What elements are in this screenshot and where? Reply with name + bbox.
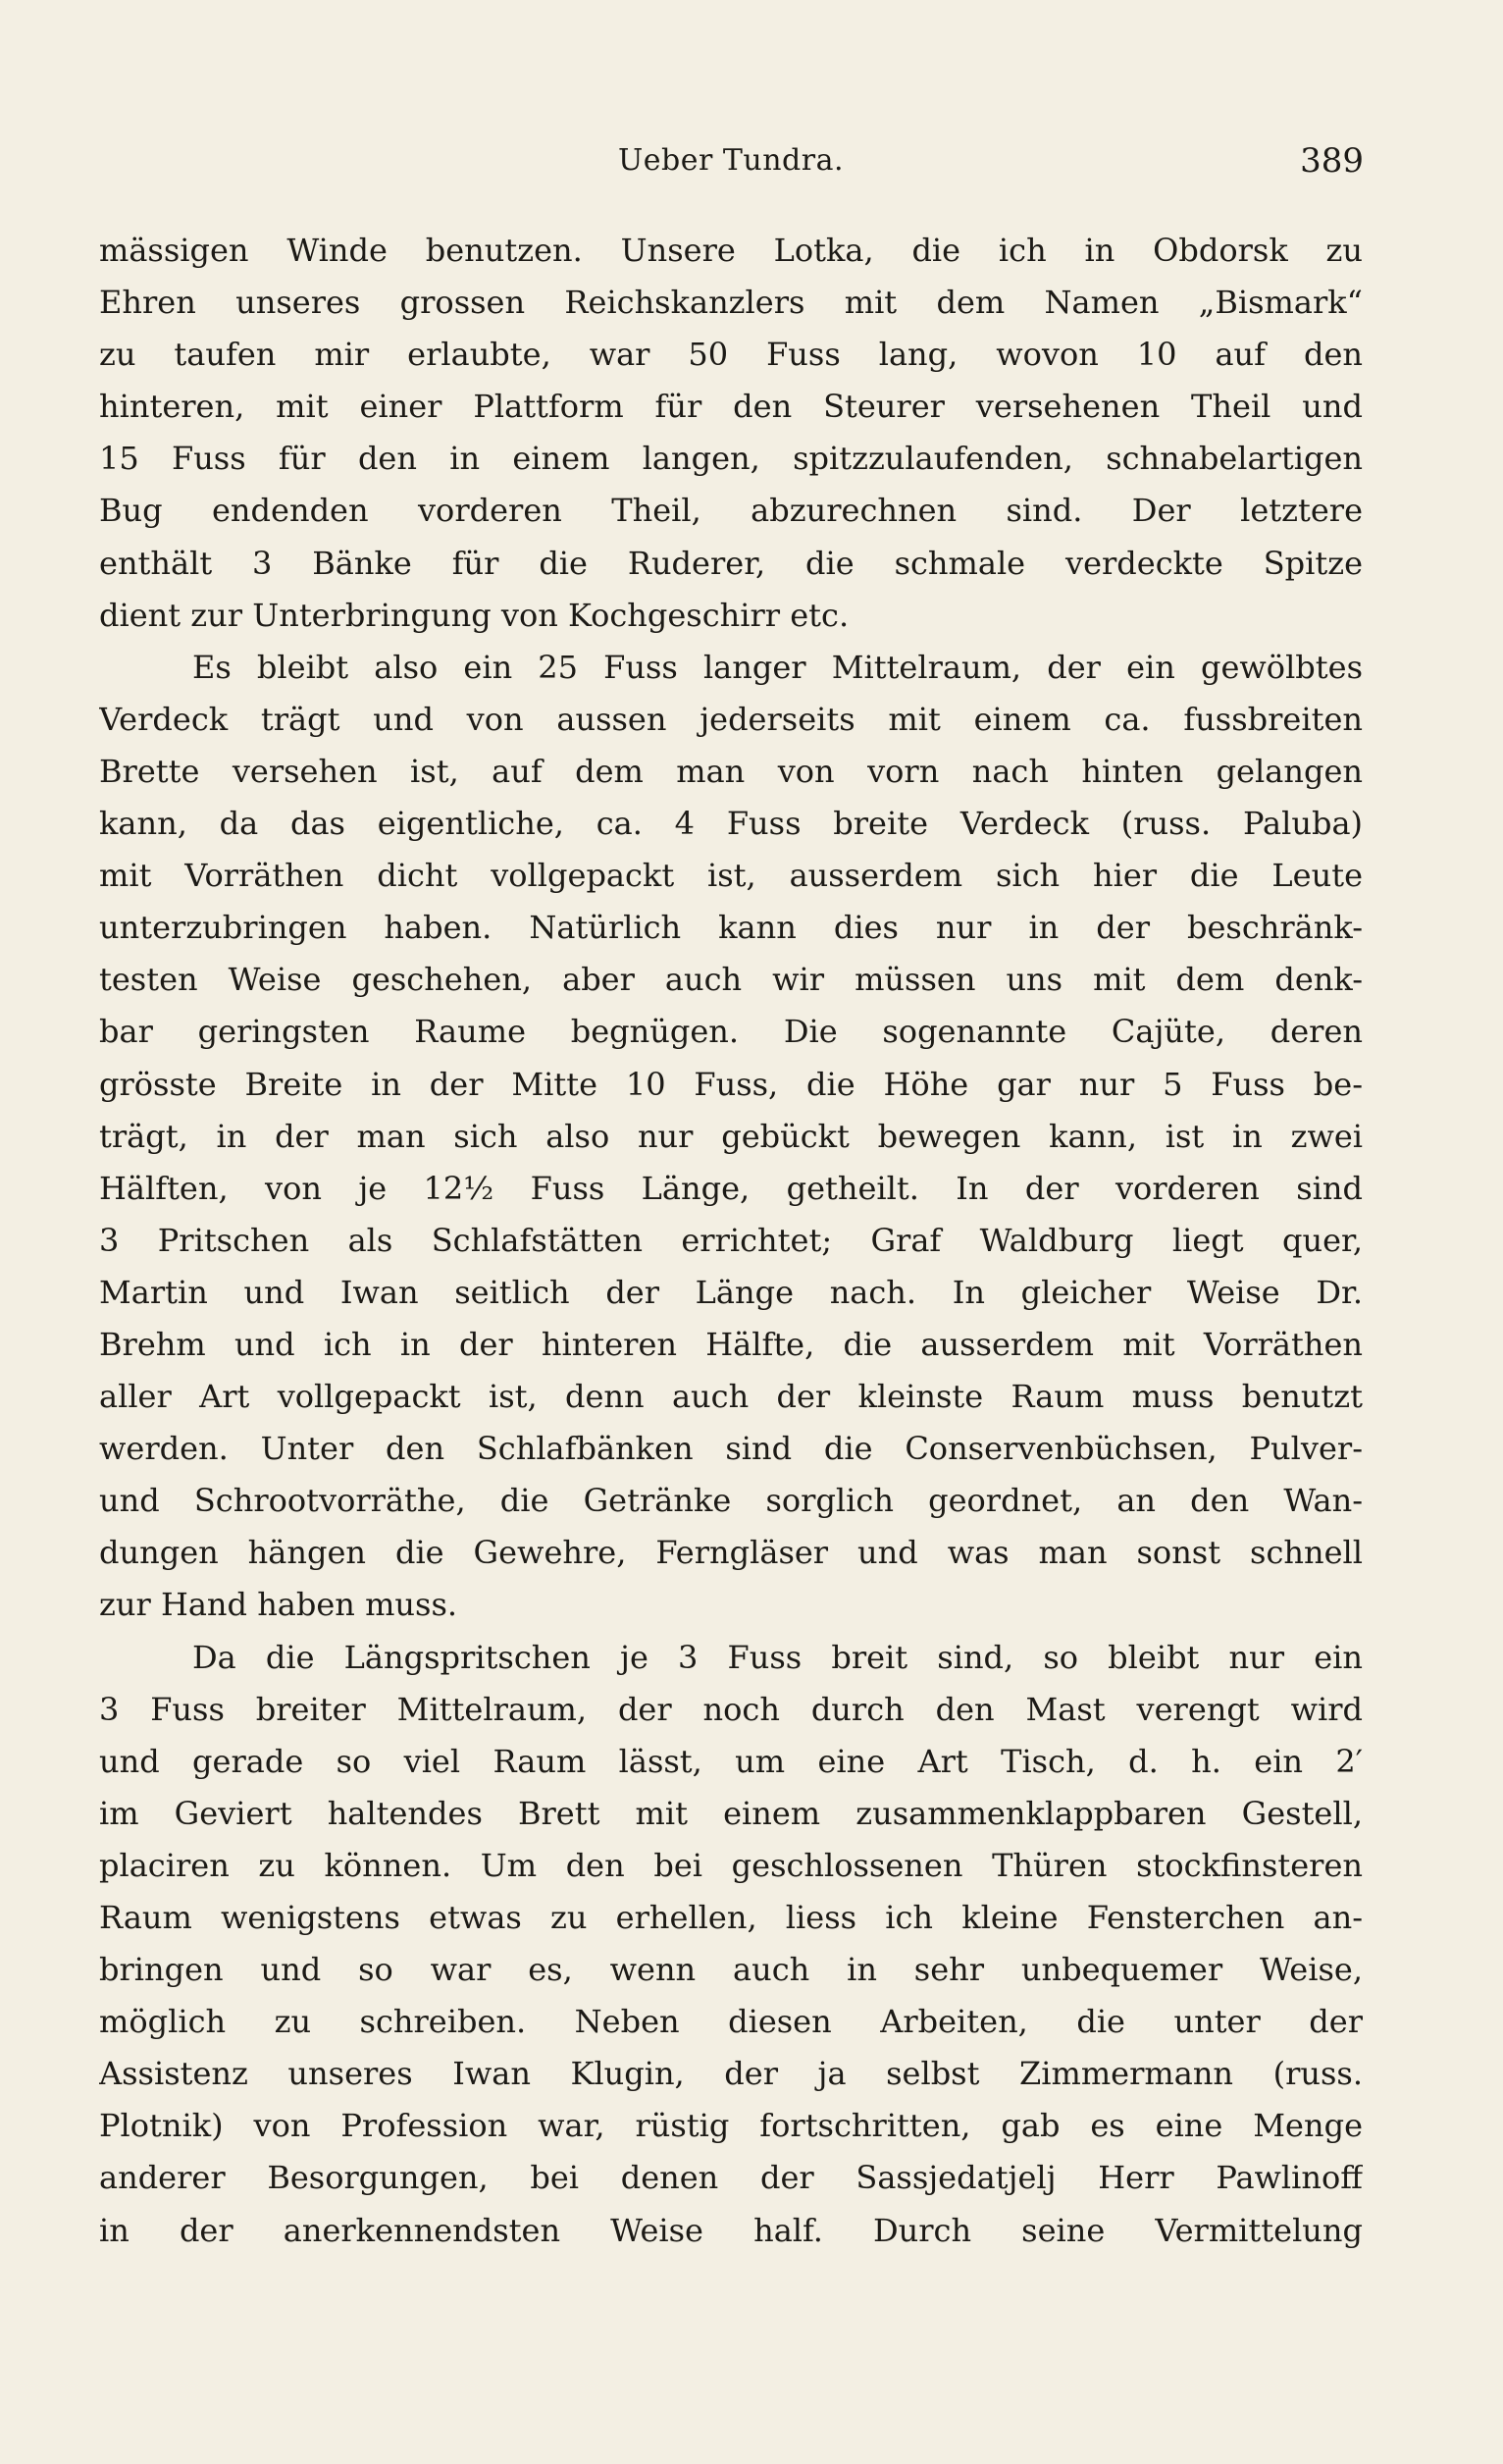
text-line: bar geringsten Raume begnügen. Die sogenannte Cajüte, deren bbox=[99, 1013, 1363, 1051]
text-line: hinteren, mit einer Plattform für den Steurer versehenen Theil und bbox=[99, 388, 1363, 426]
text-line: bringen und so war es, wenn auch in sehr unbequemer Weise, bbox=[99, 1951, 1363, 1989]
text-line: Raum wenigstens etwas zu erhellen, liess ich kleine Fensterchen an- bbox=[99, 1899, 1363, 1936]
text-line: in der anerkennendsten Weise half. Durch seine Vermittelung bbox=[99, 2211, 1363, 2249]
text-line: testen Weise geschehen, aber auch wir müssen uns mit dem denk- bbox=[99, 961, 1363, 999]
text-line: enthält 3 Bänke für die Ruderer, die schmale verdeckte Spitze bbox=[99, 544, 1363, 582]
text-line: mässigen Winde benutzen. Unsere Lotka, die ich in Obdorsk zu bbox=[99, 232, 1363, 269]
text-line: Verdeck trägt und von aussen jederseits mit einem ca. fussbreiten bbox=[99, 700, 1363, 738]
text-line: im Geviert haltendes Brett mit einem zusammenklappbaren Gestell, bbox=[99, 1794, 1363, 1832]
text-line: Es bleibt also ein 25 Fuss langer Mittelraum, der ein gewölbtes bbox=[192, 648, 1363, 686]
text-line: Assistenz unseres Iwan Klugin, der ja selbst Zimmermann (russ. bbox=[99, 2055, 1363, 2093]
text-line: zu taufen mir erlaubte, war 50 Fuss lang, wovon 10 auf den bbox=[99, 336, 1363, 374]
text-line: zur Hand haben muss. bbox=[99, 1586, 458, 1624]
page-number: 389 bbox=[1300, 141, 1364, 181]
running-head bbox=[98, 139, 1364, 183]
text-line: trägt, in der man sich also nur gebückt bewegen kann, ist in zwei bbox=[99, 1117, 1363, 1155]
text-line: möglich zu schreiben. Neben diesen Arbeiten, die unter der bbox=[99, 2003, 1363, 2041]
text-line: 3 Pritschen als Schlafstätten errichtet; Graf Waldburg liegt quer, bbox=[99, 1221, 1363, 1259]
running-title: Ueber Tundra. bbox=[618, 143, 844, 178]
text-line: 3 Fuss breiter Mittelraum, der noch durch den Mast verengt wird bbox=[99, 1690, 1363, 1728]
text-line: mit Vorräthen dicht vollgepackt ist, ausserdem sich hier die Leute bbox=[99, 857, 1363, 895]
text-line: werden. Unter den Schlafbänken sind die Conservenbüchsen, Pulver- bbox=[99, 1430, 1363, 1468]
text-line: dungen hängen die Gewehre, Ferngläser und was man sonst schnell bbox=[99, 1534, 1363, 1572]
text-line: anderer Besorgungen, bei denen der Sassjedatjelj Herr Pawlinoff bbox=[99, 2159, 1363, 2197]
text-line: Plotnik) von Profession war, rüstig fortschritten, gab es eine Menge bbox=[99, 2107, 1363, 2145]
body-text bbox=[99, 225, 1363, 2257]
text-line: grösste Breite in der Mitte 10 Fuss, die Höhe gar nur 5 Fuss be- bbox=[99, 1065, 1363, 1103]
text-line: Martin und Iwan seitlich der Länge nach. In gleicher Weise Dr. bbox=[99, 1273, 1363, 1311]
text-line: und gerade so viel Raum lässt, um eine Art Tisch, d. h. ein 2′ bbox=[99, 1742, 1363, 1780]
text-line: Brehm und ich in der hinteren Hälfte, die ausserdem mit Vorräthen bbox=[99, 1325, 1363, 1363]
text-line: 15 Fuss für den in einem langen, spitzzulaufenden, schnabelartigen bbox=[99, 440, 1363, 478]
text-line: dient zur Unterbringung von Kochgeschirr etc. bbox=[99, 596, 850, 634]
text-line: unterzubringen haben. Natürlich kann dies nur in der beschränk- bbox=[99, 909, 1363, 947]
text-line: und Schrootvorräthe, die Getränke sorglich geordnet, an den Wan- bbox=[99, 1482, 1363, 1520]
text-line: aller Art vollgepackt ist, denn auch der kleinste Raum muss benutzt bbox=[99, 1378, 1363, 1416]
text-line: Brette versehen ist, auf dem man von vorn nach hinten gelangen bbox=[99, 752, 1363, 790]
text-line: Da die Längspritschen je 3 Fuss breit sind, so bleibt nur ein bbox=[192, 1638, 1363, 1676]
text-line: Bug endenden vorderen Theil, abzurechnen sind. Der letztere bbox=[99, 492, 1363, 530]
text-line: Ehren unseres grossen Reichskanzlers mit dem Namen „Bismark“ bbox=[99, 284, 1363, 322]
text-line: placiren zu können. Um den bei geschlossenen Thüren stockfinsteren bbox=[99, 1846, 1363, 1884]
text-line: Hälften, von je 12½ Fuss Länge, getheilt. In der vorderen sind bbox=[99, 1169, 1363, 1207]
text-line: kann, da das eigentliche, ca. 4 Fuss breite Verdeck (russ. Paluba) bbox=[99, 805, 1363, 843]
